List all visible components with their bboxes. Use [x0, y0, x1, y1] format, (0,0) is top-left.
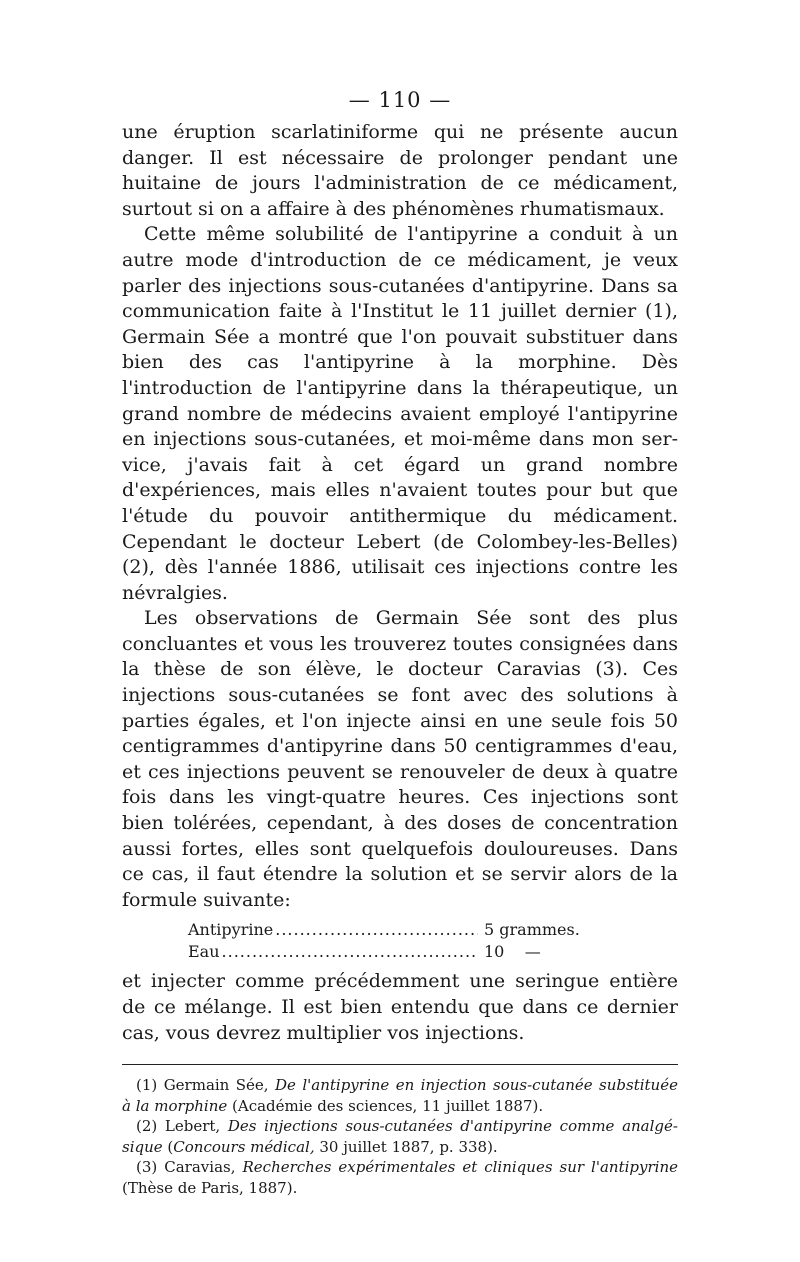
footnote-marker: (2) — [136, 1117, 158, 1136]
footnote-source: (Thèse de Paris, 1887). — [122, 1178, 298, 1197]
body-text — [122, 120, 678, 913]
formula-row — [188, 941, 588, 963]
formula-ingredient: Antipyrine — [188, 920, 274, 940]
footnote-separator — [122, 1064, 678, 1065]
footnote-author: Germain Sée, — [163, 1076, 269, 1095]
footnote-1 — [122, 1075, 678, 1116]
formula-quantity: 5 grammes. — [484, 920, 580, 940]
footnote-title: Des injections sous-cutanées d'antipyrine comme analgésique — [122, 1117, 678, 1156]
footnote-3 — [122, 1157, 678, 1198]
footnote-2 — [122, 1116, 678, 1157]
footnotes — [122, 1075, 678, 1198]
footnote-paren-open: ( — [167, 1137, 174, 1156]
paragraph-germain-see-observations: Les observations de Germain Sée sont des plus concluantes et vous les trouverez toutes consignées dans la thèse de son élève, le docteur Caravias (3). Ces injections sous-cutanées se font avec des solutions à parties égales, et l'on injecte ainsi en une seule fois 50 centigrammes d'antipyrine dans 50 centigrammes d'eau, et ces injections peuvent se renouveler de deux à quatre fois dans les vingt-quatre heures. Ces injections sont bien tolérées, cependant, à des doses de concentration aussi fortes, elles sont quelquefois douloureuses. Dans ce cas, il faut étendre la solution et se servir alors de la formule suivante: — [122, 607, 678, 911]
footnote-marker: (1) — [136, 1076, 158, 1095]
footnote-journal: Concours médical, — [173, 1137, 315, 1156]
body-text-closing — [122, 969, 678, 1046]
footnote-source: 30 juillet 1887, p. 338). — [319, 1137, 498, 1156]
footnote-marker: (3) — [136, 1158, 158, 1177]
paragraph-subcutaneous-injections: Cette même solubilité de l'antipyrine a conduit à un autre mode d'introduction de ce médicament, je veux parler des injections sous-cutanées d'antipyrine. Dans sa communication faite à l'Institut le 11 juillet dernier (1), Germain Sée a montré que l'on pouvait substituer dans bien des cas l'antipyrine à la morphine. Dès l'introduction de l'antipyrine dans la thérapeutique, un grand nombre de médecins avaient employé l'antipyrine en injections sous-cutanées, et moi-même dans mon service, j'avais fait à cet égard un grand nombre d'expériences, mais elles n'avaient toutes pour but que l'étude du pouvoir antithermique du médicament. Cependant le docteur Lebert (de Colombey-les-Belles) (2), dès l'année 1886, utilisait ces injections contre les névralgies. — [122, 223, 678, 604]
formula-quantity: 10 — — [484, 942, 541, 962]
footnote-author: Caravias, — [164, 1158, 236, 1177]
footnote-title: Recherches expérimentales et cliniques sur l'antipyrine — [242, 1158, 678, 1177]
footnote-source: (Académie des sciences, 11 juillet 1887). — [232, 1096, 544, 1115]
paragraph-closing: et injecter comme précédemment une seringue entière de ce mélange. Il est bien entendu que dans ce dernier cas, vous devrez multiplier vos injections. — [122, 970, 678, 1044]
formula-row — [188, 919, 588, 941]
footnote-title: De l'antipyrine en injection sous-cutanée substituée à la morphine — [122, 1076, 678, 1115]
formula-ingredient: Eau — [188, 942, 220, 962]
book-page — [122, 86, 678, 1198]
footnote-author: Lebert, — [164, 1117, 221, 1136]
leader-dots — [275, 919, 478, 941]
formula-table — [122, 913, 678, 969]
paragraph-continuation: une éruption scarlatiniforme qui ne présente aucun danger. Il est nécessaire de prolonger pendant une huitaine de jours l'administration de ce médicament, surtout si on a affaire à des phénomènes rhumatismaux. — [122, 121, 678, 220]
leader-dots — [222, 941, 478, 963]
page-number: — 110 — — [348, 88, 452, 112]
